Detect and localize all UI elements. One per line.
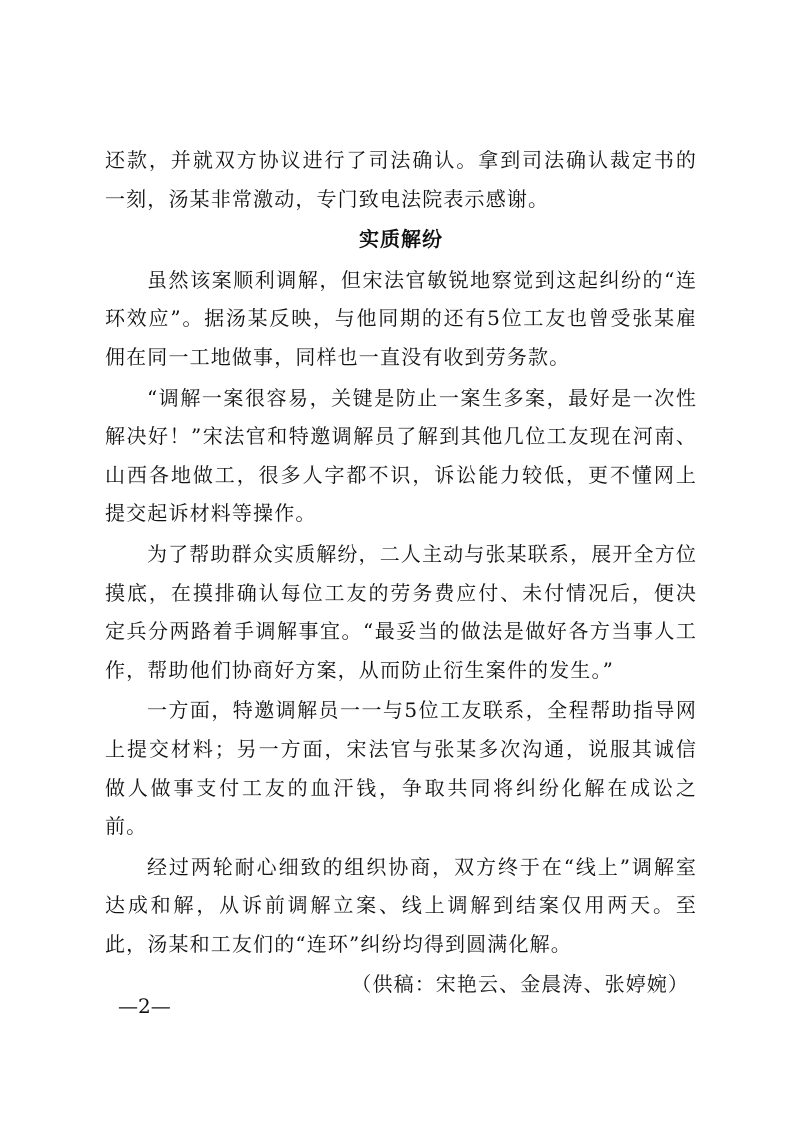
paragraph: 为了帮助群众实质解纷，二人主动与张某联系，展开全方位摸底，在摸排确认每位工友的劳务费应付、未付情况后，便决定兵分两路着手调解事宜。“最妥当的做法是做好各方当事人工作，帮助他们协商好方案，从而防止衍生案件的发生。” [105, 541, 697, 682]
section-heading: 实质解纷 [359, 227, 443, 252]
paragraph: 虽然该案顺利调解，但宋法官敏锐地察觉到这起纠纷的“连环效应”。据汤某反映，与他同期的还有5位工友也曾受张某雇佣在同一工地做事，同样也一直没有收到劳务款。 [105, 267, 697, 369]
contributor-signature: （供稿：宋艳云、金晨涛、张婷婉） [351, 972, 689, 997]
paragraph: 一方面，特邀调解员一一与5位工友联系，全程帮助指导网上提交材料；另一方面，宋法官与张某多次沟通，说服其诚信做人做事支付工友的血汗钱，争取共同将纠纷化解在成讼之前。 [105, 698, 697, 839]
paragraph-continuation: 还款，并就双方协议进行了司法确认。拿到司法确认裁定书的一刻，汤某非常激动，专门致电法院表示感谢。 [105, 148, 697, 211]
page-number: —2— [118, 994, 171, 1018]
document-body [105, 141, 697, 1004]
paragraph: 经过两轮耐心细致的组织协商，双方终于在“线上”调解室达成和解，从诉前调解立案、线上调解到结案仅用两天。至此，汤某和工友们的“连环”纠纷均得到圆满化解。 [105, 854, 697, 956]
paragraph: “调解一案很容易，关键是防止一案生多案，最好是一次性解决好！”宋法官和特邀调解员了解到其他几位工友现在河南、山西各地做工，很多人字都不识，诉讼能力较低，更不懂网上提交起诉材料等操作。 [105, 385, 697, 526]
